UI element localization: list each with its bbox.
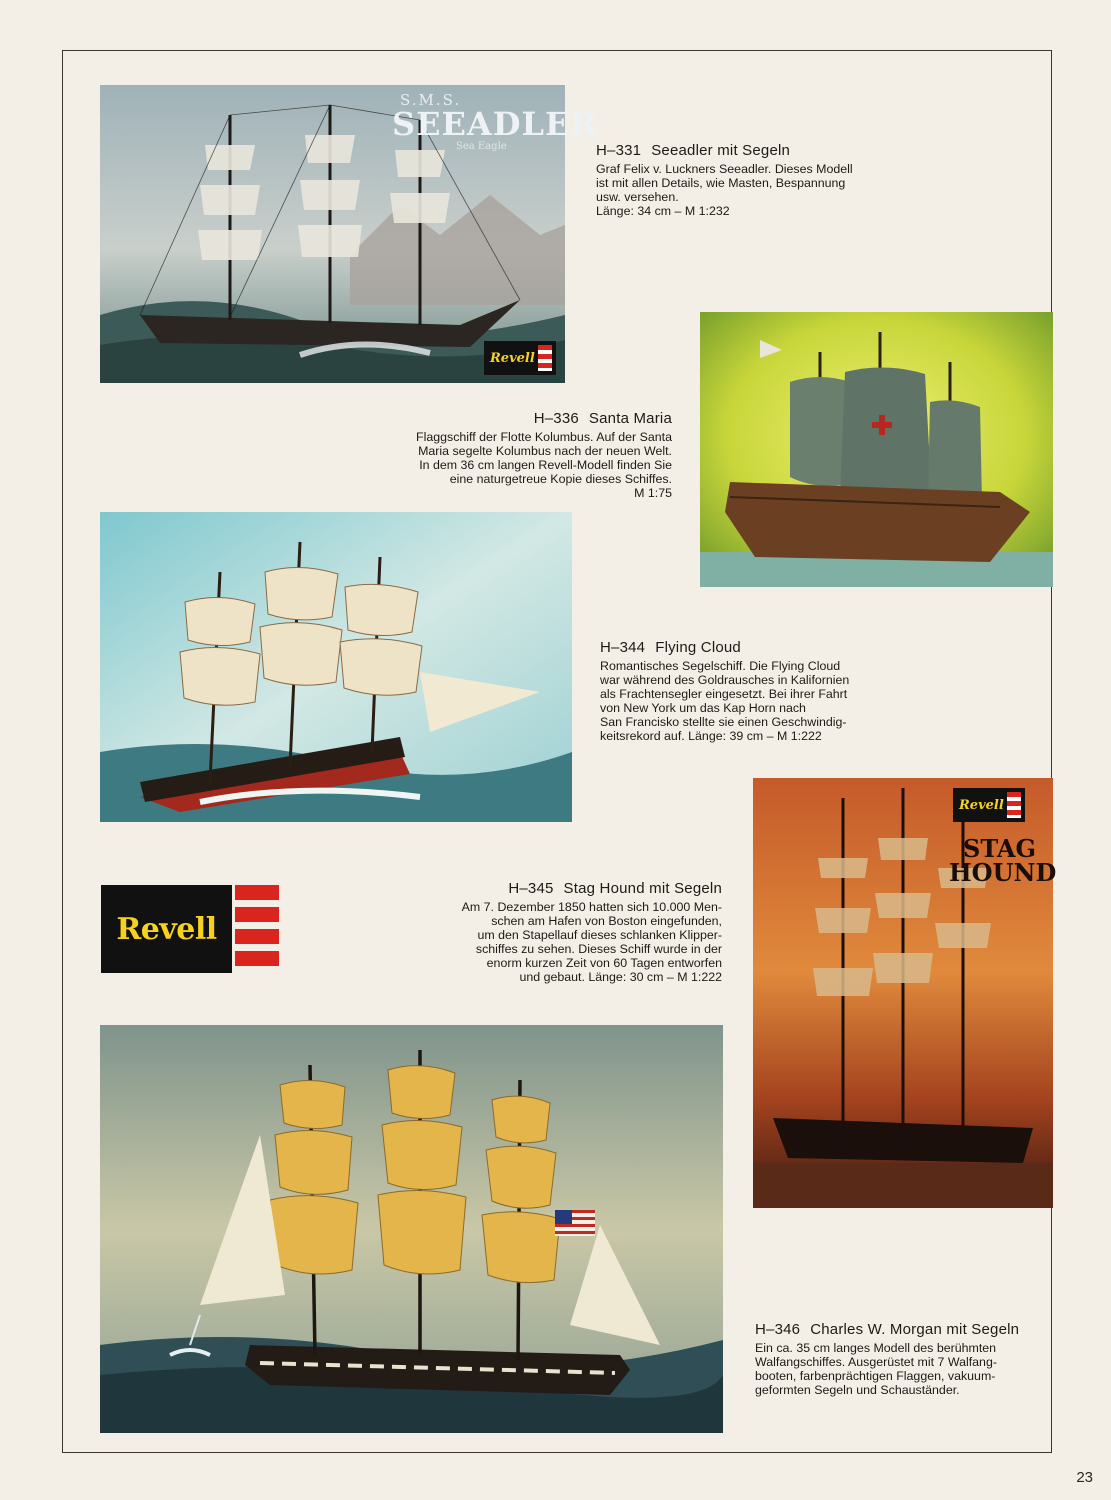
product-code: H–344 [600,639,646,656]
product-description: Flaggschiff der Flotte Kolumbus. Auf der Santa Maria segelte Kolumbus nach der neuen Welt. In dem 36 cm langen Revell-Modell finden Sie eine naturgetreue Kopie dieses Schiffes. M 1:75 [416,430,672,500]
flag-stripes-icon [235,885,279,973]
product-code: H–345 [508,880,554,897]
revell-logo [101,885,279,973]
seeadler-title: SEEADLER [392,105,598,143]
product-name: Charles W. Morgan mit Segeln [810,1321,1020,1338]
seeadler-subtitle: Sea Eagle [456,141,507,152]
caption-h336 [370,410,672,500]
caption-h345 [420,880,722,984]
product-name: Santa Maria [588,410,672,427]
charles-morgan-image [100,1025,723,1433]
product-name: Stag Hound mit Segeln [563,880,722,897]
caption-h344 [600,639,900,743]
product-code: H–331 [596,142,642,159]
page-number: 23 [1076,1469,1093,1486]
revell-logo-word: Revell [116,911,217,947]
product-name: Flying Cloud [655,639,741,656]
product-description: Graf Felix v. Luckners Seeadler. Dieses Modell ist mit allen Details, wie Masten, Bespannung usw. versehen. Länge: 34 cm – M 1:232 [596,162,853,218]
caption-h346 [755,1321,1055,1397]
product-code: H–346 [755,1321,801,1338]
seeadler-logo-word: Revell [490,350,535,366]
stag-hound-title-line1: STAG [963,834,1036,863]
stag-hound-title-line2: HOUND [949,858,1057,887]
stag-hound-image [753,778,1057,1208]
stag-hound-revell-logo [953,788,1025,822]
product-description: Romantisches Segelschiff. Die Flying Cloud war während des Goldrausches in Kalifornien als Frachtensegler eingesetzt. Bei ihrer Fahrt von New York um das Kap Horn nach San Francisko stellte sie einen Geschwindig- keitsrekord auf. Länge: 39 cm – M 1:222 [600,659,850,743]
product-description: Am 7. Dezember 1850 hatten sich 10.000 Men- schen am Hafen von Boston eingefunden, um den Stapellauf dieses schlanken Klipper- schiffes zu sehen. Dieses Schiff wurde in der enorm kurzen Zeit von 60 Tagen entworfen und gebaut. Länge: 30 cm – M 1:222 [461,900,722,984]
flying-cloud-image [100,512,572,822]
flag-stripes-icon [538,345,552,371]
product-name: Seeadler mit Segeln [651,142,791,159]
flag-stripes-icon [1007,792,1021,818]
seeadler-image [100,85,598,383]
santa-maria-image [700,312,1053,587]
caption-h331 [596,142,906,218]
product-description: Ein ca. 35 cm langes Modell des berühmten Walfangschiffes. Ausgerüstet mit 7 Walfang- booten, farbenprächtigen Flaggen, vakuum- geformten Segeln und Schauständer. [755,1341,997,1397]
stag-hound-logo-word: Revell [959,797,1004,813]
seeadler-revell-logo [484,341,556,375]
seeadler-prefix: S.M.S. [400,91,462,109]
product-code: H–336 [533,410,579,427]
